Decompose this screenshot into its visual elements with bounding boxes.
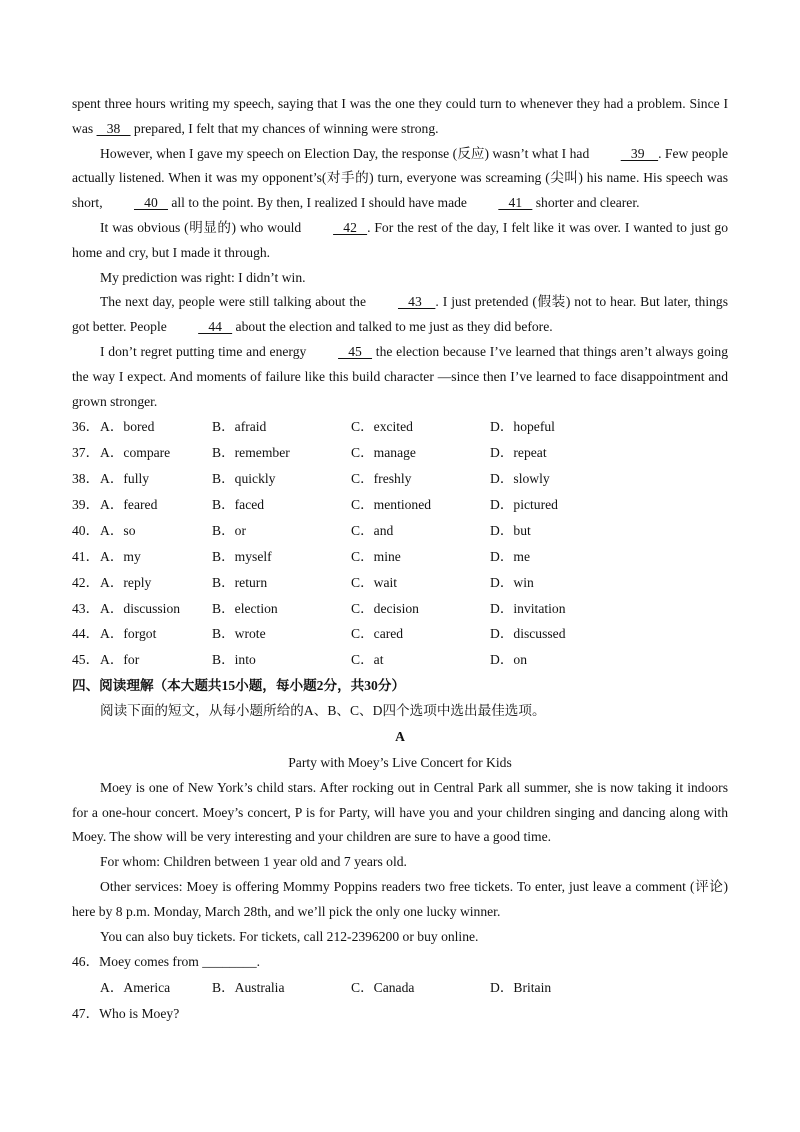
option-d: D．repeat (490, 445, 547, 461)
option-d: D．win (490, 574, 534, 590)
options-list (72, 414, 728, 673)
options-row (72, 492, 728, 518)
option-a: A．feared (100, 497, 158, 513)
question-number: 38． (72, 471, 100, 487)
blank-41: 41 (498, 195, 533, 211)
options-row (72, 440, 728, 466)
passage-title: Party with Moey’s Live Concert for Kids (288, 754, 512, 770)
text: spent three hours writing my speech, saying that I was the one they could turn to whenever they had a problem. Since I was (72, 96, 728, 136)
option-a: A．for (100, 652, 140, 668)
options-row (72, 466, 728, 492)
options-row (72, 414, 728, 440)
options-row (72, 647, 728, 673)
passage-paragraph-1 (72, 92, 728, 142)
option-a: A．my (100, 548, 141, 564)
option-a: A．reply (100, 574, 152, 590)
option-c: C．cared (351, 626, 404, 642)
passage-label: A (395, 728, 405, 744)
text: . Few people actually listened. When it was my opponent’s(对手的) turn, everyone was screaming (尖叫) his name. His speech was short, (72, 145, 728, 211)
text: shorter and clearer. (532, 195, 640, 211)
blank-44: 44 (198, 319, 233, 335)
blank-45: 45 (338, 343, 373, 359)
option-c: C．freshly (351, 471, 412, 487)
options-row (72, 570, 728, 596)
option-c: C．mine (351, 548, 401, 564)
option-b: B．afraid (212, 419, 267, 435)
text: about the election and talked to me just as they did before. (232, 319, 553, 335)
option-b: B．myself (212, 548, 272, 564)
question-number: 45． (72, 652, 100, 668)
option-a: A．America (100, 980, 171, 996)
question-46-options (72, 975, 728, 1001)
option-c: C．excited (351, 419, 413, 435)
option-c: C．wait (351, 574, 398, 590)
option-a: A．so (100, 522, 136, 538)
text: I don’t regret putting time and energy (100, 343, 311, 359)
passage-paragraph-3 (72, 216, 728, 266)
question-46: 46．Moey comes from ________. (72, 954, 261, 970)
option-b: B．election (212, 600, 278, 616)
blank-40: 40 (133, 195, 168, 211)
blank-43: 43 (397, 294, 436, 310)
option-d: D．invitation (490, 600, 566, 616)
blank-38: 38 (96, 120, 131, 136)
reading-paragraph-3: Other services: Moey is offering Mommy Poppins readers two free tickets. To enter, just leave a comment (评论) here by 8 p.m. Monday, March 28th, and we’ll pick the only one lucky winner. (72, 878, 728, 919)
options-row (72, 544, 728, 570)
option-b: B．Australia (212, 980, 285, 996)
section-instruction: 阅读下面的短文，从每小题所给的A、B、C、D四个选项中选出最佳选项。 (100, 703, 546, 719)
option-d: D．me (490, 548, 531, 564)
option-a: A．forgot (100, 626, 157, 642)
passage-paragraph-6 (72, 340, 728, 414)
option-c: C．at (351, 652, 384, 668)
option-a: A．discussion (100, 600, 181, 616)
option-d: D．on (490, 652, 528, 668)
question-number: 37． (72, 445, 100, 461)
option-b: B．return (212, 574, 268, 590)
option-c: C．mentioned (351, 497, 432, 513)
question-47: 47．Who is Moey? (72, 1006, 180, 1022)
option-d: D．but (490, 522, 531, 538)
option-d: D．pictured (490, 497, 558, 513)
question-number: 41． (72, 548, 100, 564)
option-a: A．fully (100, 471, 150, 487)
text: It was obvious (明显的) who would (100, 219, 306, 235)
passage-paragraph-2 (72, 142, 728, 216)
question-number: 40． (72, 522, 100, 538)
question-number: 36． (72, 419, 100, 435)
option-b: B．wrote (212, 626, 266, 642)
text: the election because I’ve learned that things aren’t always going the way I expect. And moments of failure like this build character —since then I’ve learned to face disappointment and grown stronger. (72, 343, 728, 409)
option-b: B．into (212, 652, 256, 668)
option-c: C．and (351, 522, 394, 538)
option-a: A．compare (100, 445, 171, 461)
text: all to the point. By then, I realized I should have made (167, 195, 471, 211)
question-number: 39． (72, 497, 100, 513)
option-d: D．discussed (490, 626, 566, 642)
passage-paragraph-4: My prediction was right: I didn’t win. (100, 269, 306, 285)
option-d: D．hopeful (490, 419, 555, 435)
text: . I just pretended (假装) not to hear. But later, things got better. People (72, 294, 728, 335)
question-number: 43． (72, 600, 100, 616)
text: . For the rest of the day, I felt like it was over. I wanted to just go home and cry, but I made it through. (72, 219, 728, 260)
exam-page (72, 92, 728, 1027)
question-number: 44． (72, 626, 100, 642)
text: However, when I gave my speech on Election Day, the response (反应) wasn’t what I had (100, 145, 593, 161)
passage-paragraph-5 (72, 290, 728, 340)
option-c: C．decision (351, 600, 419, 616)
text: The next day, people were still talking about the (100, 294, 370, 310)
blank-39: 39 (620, 145, 659, 161)
option-b: B．quickly (212, 471, 276, 487)
option-b: B．remember (212, 445, 290, 461)
option-a: A．bored (100, 419, 155, 435)
reading-paragraph-1: Moey is one of New York’s child stars. After rocking out in Central Park all summer, she is now taking it indoors for a one-hour concert. Moey’s concert, P is for Party, will have you and your children singing and dancing along with Moey. The show will be very interesting and your children are sure to have a good time. (72, 779, 728, 845)
option-b: B．or (212, 522, 246, 538)
options-row (72, 596, 728, 622)
blank-42: 42 (333, 219, 368, 235)
section-heading: 四、阅读理解（本大题共15小题，每小题2分，共30分） (72, 678, 406, 694)
option-d: D．slowly (490, 471, 550, 487)
options-row (72, 518, 728, 544)
question-number: 42． (72, 574, 100, 590)
option-c: C．Canada (351, 980, 415, 996)
option-c: C．manage (351, 445, 416, 461)
text: prepared, I felt that my chances of winning were strong. (130, 120, 439, 136)
option-d: D．Britain (490, 980, 552, 996)
options-row (72, 621, 728, 647)
option-b: B．faced (212, 497, 265, 513)
reading-paragraph-4: You can also buy tickets. For tickets, call 212-2396200 or buy online. (100, 928, 479, 944)
reading-paragraph-2: For whom: Children between 1 year old and 7 years old. (100, 854, 407, 870)
